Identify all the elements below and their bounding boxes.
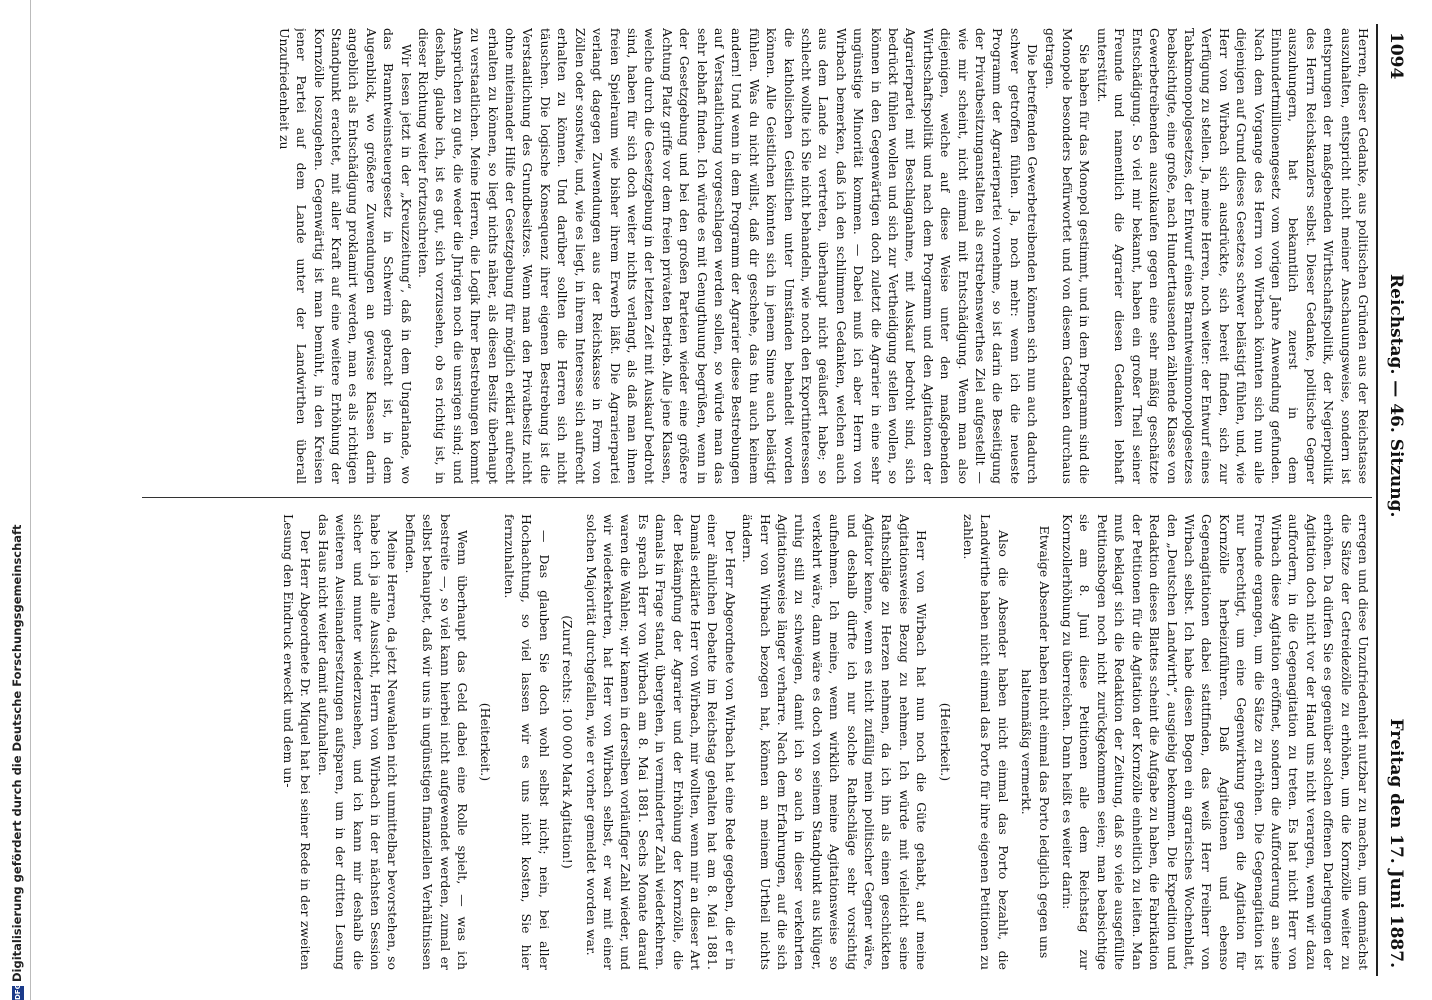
page-header <box>1378 24 1408 976</box>
paragraph: Meine Herren, da jetzt Neuwahlen nicht unmittelbar bevorstehen, so habe ich ja alle Aussicht, Herrn von Wirbach in der nächsten Session sicher und munter wiederzusehen, und ich kann mir deshalb die weiteren Auseinandersetzungen aufsparen, um in der dritten Lesung das Haus nicht weiter damit aufzuhalten. <box>315 514 401 970</box>
margin-rule <box>30 0 31 1000</box>
paragraph: Also die Absender haben nicht einmal das Porto bezahlt, die Landwirthe haben nicht einmal das Porto für ihre eigenen Petitionen zu zahlen. <box>961 514 1011 970</box>
digitisation-footer <box>10 524 24 1000</box>
left-column <box>132 28 1372 484</box>
paragraph: Herren, dieser Gedanke, aus politischen Gründen aus der Reichstasse auszuhalten, entspricht nicht meiner Anschauungsweise, sondern ist entsprungen der maßgebenden Wirthschaftspolitik, der Negierpolitik des Herrn Reichskanzlers selbst. Dieser Gedanke, politische Gegner auszuhungern, hat bekanntlich zuerst in dem Einhundertmillionengesetz vom vorigen Jahre Anwendung gefunden. Nach dem Vorgange des Herrn von Wirbach könnten sich nun alle diejenigen auf Grund dieses Gesetzes schwer belästigt fühlen, und, wie Herr von Wirbach sich ausdrückte, sich bereit finden, sich zur Verfügung zu stellen. Ja, meine Herren, noch weiter: der Entwurf eines Tabakmonopolgesetzes, der Entwurf eines Branntweinmonopolgesetzes beabsichtigte, eine große, nach Hunderttausenden zählende Klasse von Gewerbetreibenden auszukaufen gegen eine sehr mäßig geschätzte Entschädigung. So viel mir bekannt, haben ein großer Theil seiner Freunde und namentlich die Agrarier diesen Gedanken lebhaft unterstützt. <box>1094 28 1371 484</box>
interjection: (Heiterkeit.) <box>478 702 494 782</box>
paragraph: Sie haben für das Monopol gestimmt, und in dem Programm sind die Monopole besonders befürwortet und von diesem Gedanken durchaus getragen. <box>1042 28 1093 484</box>
page-number: 1094 <box>1386 32 1406 80</box>
paragraph: Wenn überhaupt das Geld dabei eine Rolle spielt, — was ich bestreite —, so viel kann hierbei nicht aufgewendet werden, zumal er selbst behauptet, daß wir uns in ungünstigen finanziellen Verhältnissen befinden. <box>402 514 471 970</box>
paragraph: Wir lesen jetzt in der „Kreuzzeitung“, daß in dem Ungarlande, wo das Branntweinsteuergesetz in Schwerin gebracht ist, in dem Augenblick, wo größere Zuwendungen an gewisse Klassen darin angeblich als Entschädigung proklamirt werden, man es als richtigen Standpunkt erachtet, mit aller Kraft auf eine weitere Erhöhung der Kornzölle loszugehen. Gegenwärtig ist man bemüht, in den Kreisen jener Partei auf dem Lande unter der Landwirthen überall Unzufriedenheit zu <box>276 28 414 484</box>
header-rule <box>1376 24 1378 976</box>
paragraph: Herr von Wirbach hat nun noch die Güte gehabt, auf meine Agitationsweise Bezug zu nehmen. Ich würde mit vielleicht seine Rathschläge zu Herzen nehmen, da ich ihn als einen geschickten Agitator kenne, wenn es nicht zufällig mein politischer Gegner wäre, und deshalb dürfte ich nur solche Rathschläge sehr vorsichtig aufnehmen. Ich meine, wenn wirklich meine Agitationsweise so verkehrt wäre, dann wäre es doch von seinem Standpunkt aus klüger, ruhig still zu schweigen, damit ich so auch in dieser verkehrten Agitationsweise länger verharre. Nach dem Erfahrungen, auf die sich Herr von Wirbach bezogen hat, können an meinem Urtheil nichts ändern. <box>740 514 930 970</box>
session-date: Freitag den 17. Juni 1887. <box>1386 718 1406 968</box>
dfg-logo: DFG <box>13 983 22 1000</box>
rotated-page <box>88 24 1408 976</box>
digitisation-credit: Digitalisierung gefördert durch die Deutsche Forschungsgemeinschaft <box>10 524 24 982</box>
interjection: (Heiterkeit.) <box>937 702 953 782</box>
paragraph: — Das glauben Sie doch wohl selbst nicht; nein, bei aller Hochachtung, so viel lassen wir es uns nicht kosten, Sie hier fernzuhalten. <box>501 514 552 970</box>
session-title: Reichstag. — 46. Sitzung. <box>1386 274 1406 518</box>
paragraph: Der Herr Abgeordnete Dr. Miquel hat bei seiner Rede in der zweiten Lesung den Eindruck erweckt und dem un- <box>281 514 314 970</box>
paragraph: erregen und diese Unzufriedenheit nutzbar zu machen, um demnächst die Sätze der Getreidezölle zu erhöhen, um die Kornzölle weiter zu erhöhen. Da dürfen Sie es gegenüber solchen offenen Darlegungen der Agitation doch nicht vor der Hand uns nicht verargen, wenn wir dazu auffordern, in die Gegenagitation zu treten. Es hat nicht Herr von Wirbach diese Agitation eröffnet, sondern die Aufforderung an seine Freunde ergangen, um die Sätze zu erhöhen. Die Gegenagitation ist nur berechtigt, um eine Gegenwirkung gegen die Agitation für Kornzölle herbeizuführen. Daß Agitationen und ebenso Gegenagitationen dabei stattfinden, das weiß Herr Freiherr von Wirbach selbst. Ich habe diesen Bogen ein agrarisches Wochenblatt, den „Deutschen Landwirth“, ausgiebig bekommen. Die Expedition und Redaktion dieses Blattes scheint die Aufgabe zu haben, die Fabrikation der Petitionen für die Agitation der Kornzölle einheitlich zu leiten. Man muß beklagt sich die Redaktion der Zeitung, daß so viele ausgefüllte Petitionsbogen noch nicht zurückgekommen seien; man beabsichtige sie am 8. Juni diese Petitionen alle dem Reichstag zur Kornzollerhöhung zu überreichen. Dann heißt es weiter darin: <box>1060 514 1371 970</box>
paragraph: Der Herr Abgeordnete von Wirbach hat eine Rede gegeben, die er in einer ähnlichen Debatte im Reichstag gehalten hat am 8. Mai 1881. Damals erklärte Herr von Wirbach, mir wollten, wenn mir an dieser Art der Bekämpfung der Agrarier und der Erhöhung der Kornzölle, die damals in Frage stand, übergehen, in verminderter Zahl wiederkehren. Es sprach Herr von Wirbach am 8. Mai 1881. Sechs Monate darauf waren die Wahlen; wir kamen in derselben vorläufiger Zahl wieder, und wir wiederkehrten, hat Herr von Wirbach selbst, er war mit einer solchen Majorität durchgefallen, wie er vorher gemeldet worden war. <box>583 514 738 970</box>
right-column <box>132 514 1372 970</box>
paragraph: Die betreffenden Gewerbetreibenden können sich nun auch dadurch schwer getroffen fühlen. Ja, noch mehr: wenn ich die neueste Programm der Agrarierpartei vornehme, so ist darin die Beseitigung der Privatbesitzunganstalten als erstrebenswerthes Ziel aufgestellt — wie mir scheint, nicht einmal mit Entschädigung. Wenn man also diejenigen, welche auf diese Weise unter den maßgebenden Wirthschaftspolitik und nach dem Programm und den Agitationen der Agrarierpartei mit Beschlagnahme, mit Auskauf bedroht sind, sich bedrückt fühlen wollen und sich zur Vertheidigung stellen wollen, so können in den Gegenwärtigen doch zuletzt die Agrarier in eine sehr ungünstige Minorität kommen. — Dabei muß ich aber Herrn von Wirbach bemerken, daß ich den schlimmen Gedanken, welchen auch aus dem Lande zu vertreten, überhaupt nicht geäußert habe; so schlecht wollte ich Sie nicht behandeln, wie noch den Exportinteressen die katholischen Geistlichen unter Umständen behandelt worden können. Alle Geistlichen könnten sich in jenem Sinne auch belästigt fühlen. Was du nicht willst, daß dir geschehe, das thu auch keinem andern! Und wenn in dem Programm der Agrarier diese Bestrebungen auf Verstaatlichung vorgeschlagen werden sollen, so würde man das sehr lebhaft finden. Ich würde es mit Genugthuung begrüßen, wenn in der Gesetzgebung und bei den großen Parteien wieder eine größere Achtung Platz griffe vor dem freien privaten Betrieb. Alle jene Klassen, welche durch die Gesetzgebung in der letzten Zeit mit Auskauf bedroht sind, haben für sich doch weiter nichts verlangt, als daß man ihnen freien Spielraum wie bisher ihrem Erwerb läßt. Die Agrarierpartei verlangt dagegen Zuwendungen aus der Reichskasse in Form von Zöllen oder sonstwie, und, wie es liegt, in ihrem Interesse sich aufrecht erhalten zu können. Und darüber sollten die Herren sich nicht täuschen. Die logische Konsequenz ihrer eigenen Bestrebung ist die Verstaatlichung des Grundbesitzes. Wenn man den Privatbesitz nicht ohne miteinander Hilfe der Gesetzgebung für möglich erklärt aufrecht erhalten zu können, so liegt nichts näher, als diesen Besitz überhaupt zu verstaatlichen. Meine Herren, die Logik Ihrer Bestrebungen kommt Ansprüchen zu gute, die weder die Jhrigen noch die unsrigen sind; und deshalb, glaube ich, ist es gut, sich vorzusehen, ob es richtig ist, in dieser Richtung weiter fortzuschreiten. <box>416 28 1041 484</box>
column-divider <box>142 497 1372 498</box>
quote: Etwaige Absender haben nicht einmal das Porto lediglich gegen uns haltenmäßig vermerkt. <box>1019 525 1052 959</box>
interjection: (Zuruf rechts: 100 000 Mark Agitation!) <box>560 615 576 869</box>
